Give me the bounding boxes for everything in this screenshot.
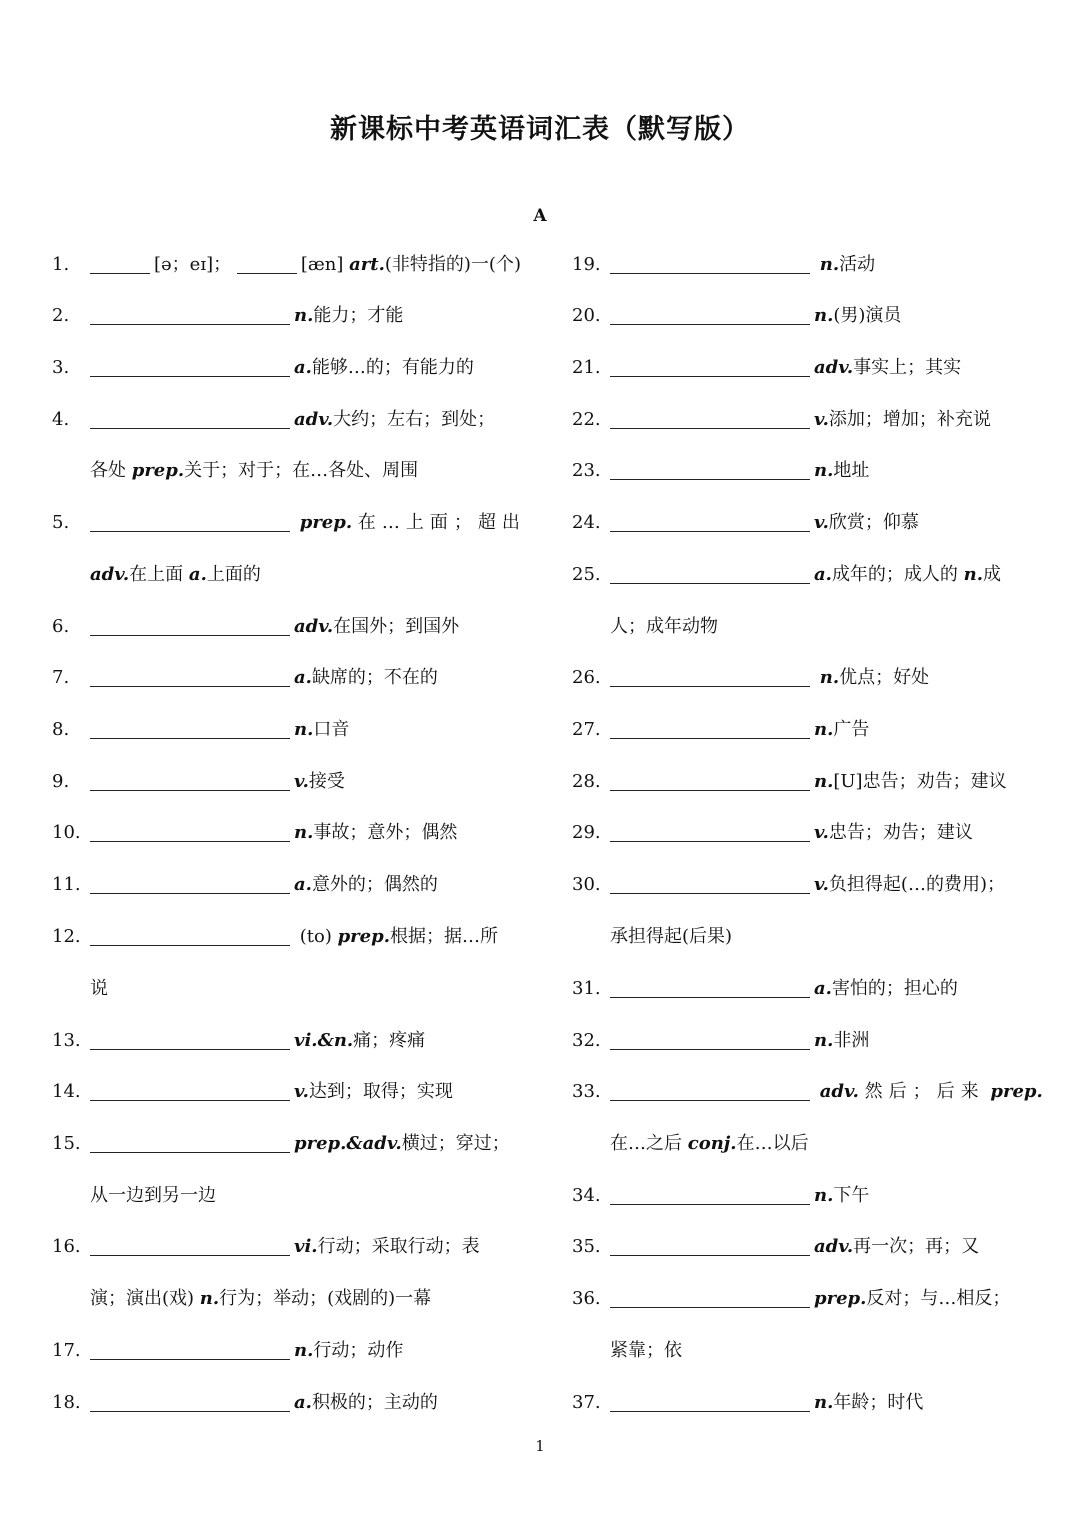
part-of-speech: n.	[819, 667, 840, 688]
entry-number: 29.	[572, 822, 601, 843]
entry-23	[572, 456, 869, 486]
meaning: 添加；增加；补充说	[828, 409, 991, 430]
meaning: 横过；穿过；	[401, 1133, 510, 1154]
meaning: 下午	[833, 1185, 870, 1206]
entry-number: 9.	[52, 771, 70, 792]
entry-number: 2.	[52, 305, 70, 326]
entry-number: 22.	[572, 409, 601, 430]
answer-blank[interactable]	[610, 873, 810, 894]
meaning: 上面的	[206, 564, 261, 585]
entry-19	[572, 250, 875, 280]
entry-number: 33.	[572, 1081, 601, 1102]
part-of-speech: n.	[814, 1392, 834, 1413]
meaning: 积极的；主动的	[311, 1392, 438, 1413]
meaning: 非洲	[833, 1030, 870, 1051]
meaning: 在国外；到国外	[333, 616, 460, 637]
answer-blank[interactable]	[610, 1235, 810, 1256]
entry-16-continued	[52, 1284, 431, 1314]
entry-number: 6.	[52, 616, 70, 637]
entry-number: 32.	[572, 1030, 601, 1051]
part-of-speech: a.	[294, 874, 312, 895]
answer-blank[interactable]	[610, 1080, 810, 1101]
part-of-speech: adv.	[819, 1081, 859, 1102]
meaning: 演；演出(戏)	[90, 1288, 195, 1309]
entry-number: 37.	[572, 1392, 601, 1413]
entry-29	[572, 818, 973, 848]
entry-10	[52, 818, 457, 848]
meaning: 承担得起(后果)	[610, 926, 733, 947]
preposition-hint: (to)	[299, 926, 332, 947]
part-of-speech: a.	[294, 357, 312, 378]
meaning: 达到；取得；实现	[308, 1081, 453, 1102]
entry-6	[52, 612, 459, 642]
answer-blank[interactable]	[90, 304, 290, 325]
entry-number: 11.	[52, 874, 81, 895]
meaning: 成	[983, 564, 1002, 585]
entry-20	[572, 301, 901, 331]
entry-12	[52, 922, 498, 952]
meaning: 能力；才能	[313, 305, 404, 326]
meaning: 广告	[833, 719, 870, 740]
entry-number: 30.	[572, 874, 601, 895]
part-of-speech: n.	[814, 305, 834, 326]
entry-17	[52, 1336, 403, 1366]
part-of-speech: n.	[199, 1288, 220, 1309]
entry-15	[52, 1129, 510, 1159]
meaning: 在…以后	[736, 1133, 809, 1154]
part-of-speech: prep.	[814, 1288, 867, 1309]
entry-number: 19.	[572, 254, 601, 275]
entry-number: 21.	[572, 357, 601, 378]
answer-blank[interactable]	[90, 253, 150, 274]
entry-5-continued	[52, 560, 261, 590]
part-of-speech: prep.	[990, 1081, 1043, 1102]
part-of-speech: n.	[814, 719, 834, 740]
meaning: 欣赏；仰慕	[828, 512, 919, 533]
section-letter: A	[533, 206, 547, 226]
meaning: 事故；意外；偶然	[313, 822, 458, 843]
answer-blank[interactable]	[90, 615, 290, 636]
entry-32	[572, 1026, 869, 1056]
entry-15-continued	[52, 1181, 216, 1211]
entry-5	[52, 508, 526, 538]
answer-blank[interactable]	[610, 1029, 810, 1050]
meaning: 行动；采取行动；表	[317, 1236, 480, 1257]
meaning: 行动；动作	[313, 1340, 404, 1361]
part-of-speech: adv.	[814, 357, 854, 378]
answer-blank[interactable]	[610, 356, 810, 377]
meaning: 关于；对于；在…各处、周围	[184, 460, 419, 481]
meaning: (非特指的)一(个)	[384, 254, 521, 275]
entry-number: 16.	[52, 1236, 81, 1257]
entry-number: 3.	[52, 357, 70, 378]
part-of-speech: n.	[294, 719, 314, 740]
answer-blank[interactable]	[237, 253, 297, 274]
entry-number: 28.	[572, 771, 601, 792]
part-of-speech: prep.&adv.	[294, 1133, 402, 1154]
entry-9	[52, 767, 345, 797]
part-of-speech: n.	[819, 254, 840, 275]
answer-blank[interactable]	[90, 1391, 290, 1412]
meaning: 在…之后	[610, 1133, 682, 1154]
part-of-speech: n.	[294, 822, 314, 843]
part-of-speech: n.	[814, 1185, 834, 1206]
entry-27	[572, 715, 869, 745]
entry-26	[572, 663, 929, 693]
entry-16	[52, 1232, 480, 1262]
entry-22	[572, 405, 991, 435]
meaning: 然后；后来	[864, 1081, 985, 1102]
part-of-speech: a.	[814, 564, 832, 585]
part-of-speech: n.	[814, 460, 834, 481]
answer-blank[interactable]	[90, 1029, 290, 1050]
entry-3	[52, 353, 474, 383]
part-of-speech: adv.	[294, 409, 334, 430]
meaning: 活动	[839, 254, 876, 275]
meaning: [U]忠告；劝告；建议	[833, 771, 1007, 792]
entry-number: 15.	[52, 1133, 81, 1154]
entry-7	[52, 663, 438, 693]
answer-blank[interactable]	[610, 408, 810, 429]
part-of-speech: vi.	[294, 1236, 318, 1257]
part-of-speech: n.	[294, 1340, 314, 1361]
meaning: 在…上面；超出	[357, 512, 526, 533]
meaning: 接受	[308, 771, 345, 792]
meaning: 行为；举动；(戏剧的)一幕	[219, 1288, 432, 1309]
answer-blank[interactable]	[90, 408, 290, 429]
part-of-speech: a.	[294, 667, 312, 688]
entry-33-continued	[572, 1129, 809, 1159]
meaning: 大约；左右；到处；	[333, 409, 496, 430]
answer-blank[interactable]	[90, 873, 290, 894]
entry-18	[52, 1388, 438, 1418]
meaning: 再一次；再；又	[853, 1236, 980, 1257]
answer-blank[interactable]	[610, 1287, 810, 1308]
part-of-speech: a.	[814, 978, 832, 999]
entry-33	[572, 1077, 1043, 1107]
answer-blank[interactable]	[90, 356, 290, 377]
entry-36-continued	[572, 1336, 682, 1366]
meaning: 根据；据…所	[389, 926, 498, 947]
part-of-speech: v.	[814, 822, 829, 843]
phonetic: [ə；eɪ]；	[154, 254, 232, 275]
entry-2	[52, 301, 403, 331]
meaning: 反对；与…相反；	[866, 1288, 1011, 1309]
answer-blank[interactable]	[90, 718, 290, 739]
answer-blank[interactable]	[610, 511, 810, 532]
entry-25	[572, 560, 1001, 590]
entry-36	[572, 1284, 1010, 1314]
part-of-speech: v.	[294, 771, 309, 792]
answer-blank[interactable]	[610, 977, 810, 998]
entry-11	[52, 870, 438, 900]
entry-30-continued	[572, 922, 732, 952]
entry-30	[572, 870, 1005, 900]
entry-number: 18.	[52, 1392, 81, 1413]
part-of-speech: adv.	[814, 1236, 854, 1257]
entry-4-continued	[52, 456, 418, 486]
answer-blank[interactable]	[90, 1235, 290, 1256]
meaning: 各处	[90, 460, 126, 481]
answer-blank[interactable]	[610, 770, 810, 791]
meaning: 优点；好处	[839, 667, 930, 688]
part-of-speech: v.	[814, 409, 829, 430]
part-of-speech: prep.	[299, 512, 353, 533]
entry-number: 36.	[572, 1288, 601, 1309]
page-number: 1	[535, 1437, 545, 1455]
entry-number: 17.	[52, 1340, 81, 1361]
entry-28	[572, 767, 1007, 797]
entry-24	[572, 508, 919, 538]
entry-34	[572, 1181, 869, 1211]
entry-number: 8.	[52, 719, 70, 740]
entry-number: 14.	[52, 1081, 81, 1102]
part-of-speech: a.	[188, 564, 207, 585]
part-of-speech: n.	[294, 305, 314, 326]
entry-number: 35.	[572, 1236, 601, 1257]
meaning: 在上面	[129, 564, 184, 585]
meaning: 年龄；时代	[833, 1392, 924, 1413]
entry-31	[572, 974, 958, 1004]
entry-number: 5.	[52, 512, 70, 533]
answer-blank[interactable]	[610, 666, 810, 687]
entry-25-continued	[572, 612, 718, 642]
entry-number: 25.	[572, 564, 601, 585]
meaning: 负担得起(…的费用)；	[828, 874, 1005, 895]
entry-number: 34.	[572, 1185, 601, 1206]
answer-blank[interactable]	[610, 718, 810, 739]
answer-blank[interactable]	[610, 821, 810, 842]
part-of-speech: v.	[294, 1081, 309, 1102]
part-of-speech: v.	[814, 874, 829, 895]
entry-number: 31.	[572, 978, 601, 999]
entry-13	[52, 1026, 425, 1056]
entry-12-continued	[52, 974, 108, 1004]
meaning: 意外的；偶然的	[311, 874, 438, 895]
part-of-speech: art.	[349, 254, 385, 275]
part-of-speech: adv.	[90, 564, 130, 585]
answer-blank[interactable]	[610, 1391, 810, 1412]
entry-number: 10.	[52, 822, 81, 843]
meaning: 害怕的；担心的	[831, 978, 958, 999]
entry-number: 12.	[52, 926, 81, 947]
entry-4	[52, 405, 495, 435]
meaning: 痛；疼痛	[353, 1030, 426, 1051]
meaning: 从一边到另一边	[90, 1185, 216, 1206]
entry-21	[572, 353, 961, 383]
meaning: 成年的；成人的	[831, 564, 958, 585]
entry-number: 1.	[52, 254, 70, 275]
entry-number: 13.	[52, 1030, 81, 1051]
entry-number: 23.	[572, 460, 601, 481]
meaning: 忠告；劝告；建议	[828, 822, 973, 843]
meaning: 能够…的；有能力的	[311, 357, 474, 378]
entry-number: 27.	[572, 719, 601, 740]
meaning: 地址	[833, 460, 870, 481]
answer-blank[interactable]	[610, 1184, 810, 1205]
part-of-speech: n.	[963, 564, 984, 585]
entry-number: 20.	[572, 305, 601, 326]
page-title: 新课标中考英语词汇表（默写版）	[330, 114, 750, 145]
answer-blank[interactable]	[90, 511, 290, 532]
part-of-speech: n.	[814, 1030, 834, 1051]
entry-14	[52, 1077, 453, 1107]
answer-blank[interactable]	[610, 459, 810, 480]
entry-number: 26.	[572, 667, 601, 688]
part-of-speech: adv.	[294, 616, 334, 637]
part-of-speech: prep.	[131, 460, 185, 481]
entry-1	[52, 250, 521, 280]
meaning: 事实上；其实	[853, 357, 962, 378]
answer-blank[interactable]	[90, 925, 290, 946]
entry-number: 4.	[52, 409, 70, 430]
answer-blank[interactable]	[610, 304, 810, 325]
meaning: 口音	[313, 719, 350, 740]
part-of-speech: prep.	[337, 926, 390, 947]
meaning: (男)演员	[833, 305, 902, 326]
answer-blank[interactable]	[610, 253, 810, 274]
answer-blank[interactable]	[90, 666, 290, 687]
part-of-speech: a.	[294, 1392, 312, 1413]
answer-blank[interactable]	[90, 1132, 290, 1153]
entry-number: 24.	[572, 512, 601, 533]
part-of-speech: conj.	[687, 1133, 737, 1154]
answer-blank[interactable]	[610, 563, 810, 584]
part-of-speech: v.	[814, 512, 829, 533]
answer-blank[interactable]	[90, 1339, 290, 1360]
entry-8	[52, 715, 349, 745]
part-of-speech: vi.&n.	[294, 1030, 354, 1051]
answer-blank[interactable]	[90, 770, 290, 791]
entry-37	[572, 1388, 923, 1418]
part-of-speech: n.	[814, 771, 834, 792]
entry-35	[572, 1232, 979, 1262]
entry-number: 7.	[52, 667, 70, 688]
answer-blank[interactable]	[90, 821, 290, 842]
phonetic: [æn]	[300, 254, 344, 275]
meaning: 缺席的；不在的	[311, 667, 438, 688]
meaning: 紧靠；依	[610, 1340, 682, 1361]
answer-blank[interactable]	[90, 1080, 290, 1101]
meaning: 说	[90, 978, 108, 999]
meaning: 人；成年动物	[610, 616, 718, 637]
